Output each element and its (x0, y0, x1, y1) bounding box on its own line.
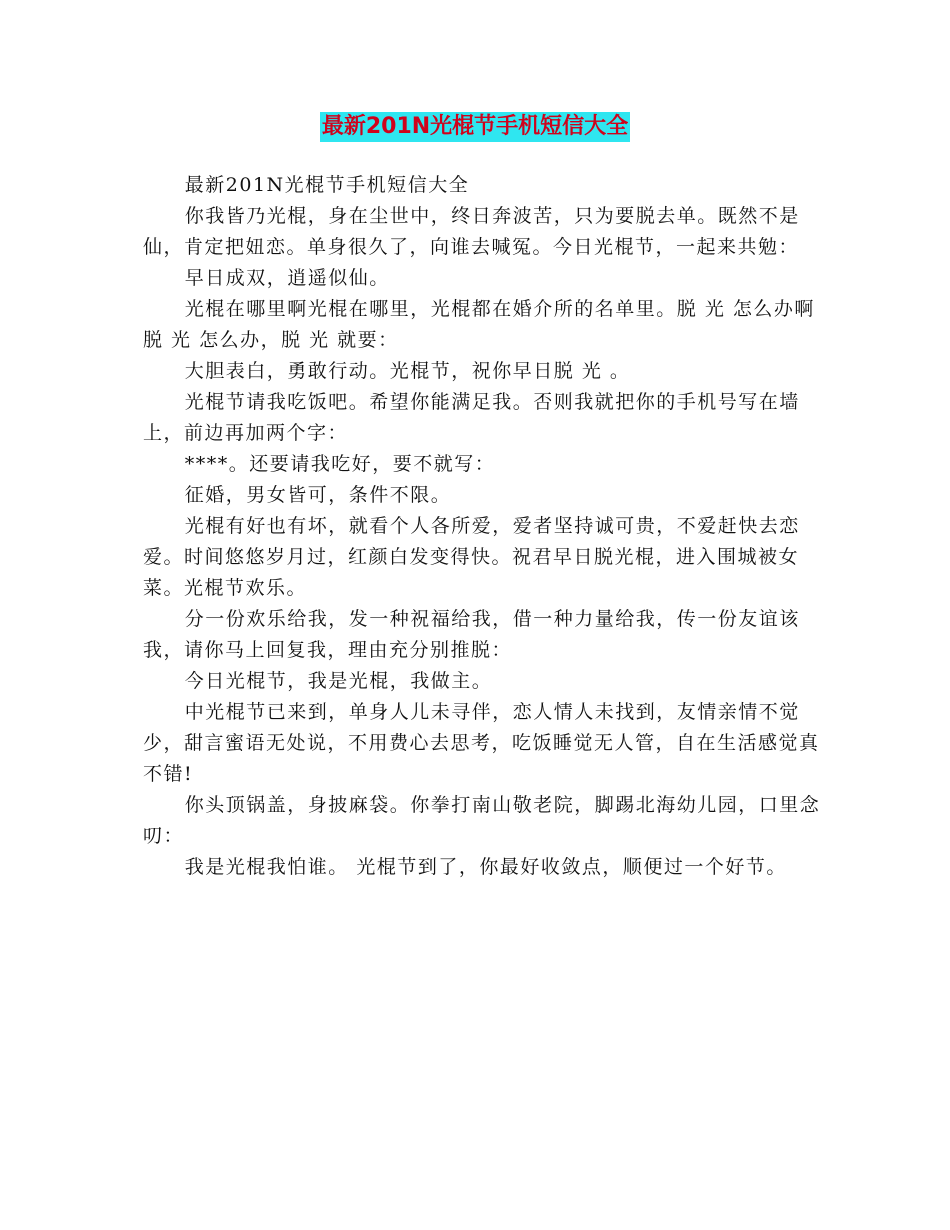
paragraph: 你我皆乃光棍，身在尘世中，终日奔波苦，只为要脱去单。既然不是仙，肯定把妞恋。单身很久了，向谁去喊冤。今日光棍节，一起来共勉： (143, 205, 800, 258)
paragraph: 光棍节请我吃饭吧。希望你能满足我。否则我就把你的手机号写在墙上，前边再加两个字： (143, 391, 800, 444)
paragraph: 征婚，男女皆可，条件不限。 (184, 484, 452, 506)
paragraph: 我是光棍我怕谁。 光棍节到了，你最好收敛点，顺便过一个好节。 (184, 856, 787, 878)
paragraph: 你头顶锅盖，身披麻袋。你拳打南山敬老院，脚踢北海幼儿园，口里念叨： (143, 794, 821, 847)
paragraph: 今日光棍节，我是光棍，我做主。 (184, 670, 493, 692)
paragraph: 光棍在哪里啊光棍在哪里，光棍都在婚介所的名单里。脱 光 怎么办啊脱 光 怎么办，脱 光 就要： (143, 298, 815, 351)
paragraph: 大胆表白，勇敢行动。光棍节，祝你早日脱 光 。 (184, 360, 631, 382)
paragraph: 分一份欢乐给我，发一种祝福给我，借一种力量给我，传一份友谊该我，请你马上回复我，理由充分别推脱： (143, 608, 800, 661)
paragraph: 早日成双，逍遥似仙。 (184, 267, 390, 289)
document-title: 最新201N光棍节手机短信大全 (320, 112, 630, 142)
title-container (0, 112, 950, 142)
paragraph: ****。还要请我吃好，要不就写： (184, 453, 496, 475)
paragraph: 中光棍节已来到，单身人儿未寻伴，恋人情人未找到，友情亲情不觉少，甜言蜜语无处说，不用费心去思考，吃饭睡觉无人管，自在生活感觉真不错! (143, 701, 820, 785)
paragraph: 最新201N光棍节手机短信大全 (184, 174, 470, 196)
paragraph: 光棍有好也有坏，就看个人各所爱，爱者坚持诚可贵，不爱赶快去恋爱。时间悠悠岁月过，红颜白发变得快。祝君早日脱光棍，进入围城被女菜。光棍节欢乐。 (143, 515, 800, 599)
document-body (143, 170, 823, 883)
